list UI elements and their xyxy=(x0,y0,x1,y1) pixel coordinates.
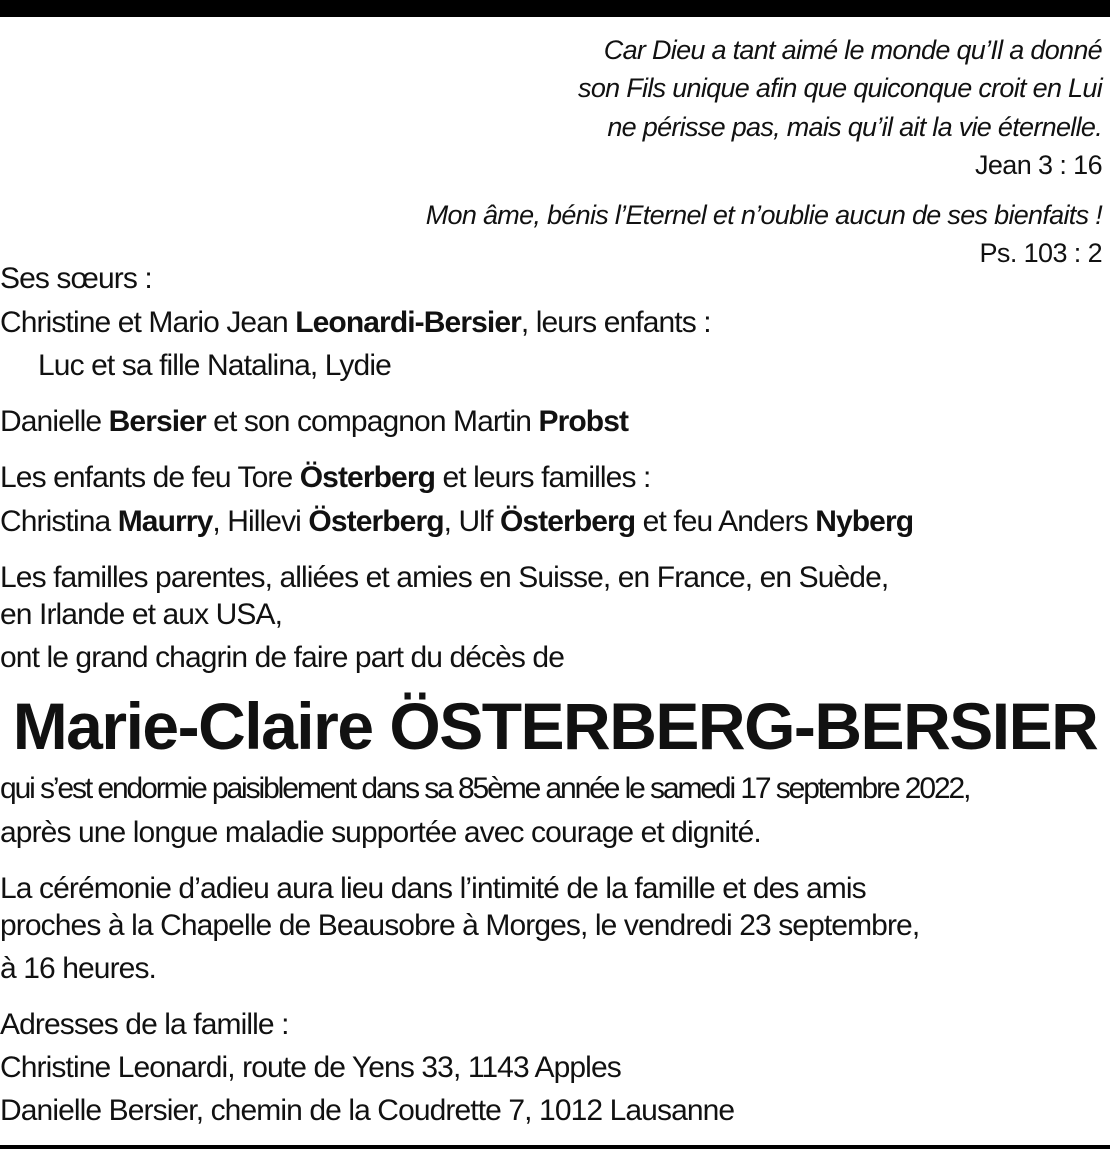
christine-given-names: Christine et Mario Jean xyxy=(0,306,296,339)
sisters-heading: Ses sœurs : xyxy=(0,262,152,295)
christine-line xyxy=(0,305,711,341)
top-border-rule xyxy=(0,0,1110,17)
child-surname: Maurry xyxy=(117,505,213,538)
christine-children: Luc et sa fille Natalina, Lydie xyxy=(38,349,391,382)
child-first-name: Anders xyxy=(718,505,816,538)
tore-surname: Österberg xyxy=(299,461,436,494)
christine-suffix: , leurs enfants : xyxy=(520,306,711,339)
verse1-line3: ne périsse pas, mais qu’il ait la vie éternelle. xyxy=(607,112,1102,142)
ceremony-line1: La cérémonie d’adieu aura lieu dans l’intimité de la famille et des amis xyxy=(0,872,866,905)
verse1-reference: Jean 3 : 16 xyxy=(974,150,1102,180)
child-separator: et feu xyxy=(635,505,719,538)
child-first-name: Ulf xyxy=(458,505,500,538)
partner-surname: Probst xyxy=(538,405,629,438)
death-line2: après une longue maladie supportée avec courage et dignité. xyxy=(0,816,761,849)
bottom-border-rule xyxy=(0,1145,1110,1149)
tore-line xyxy=(0,460,650,496)
tore-prefix: Les enfants de feu Tore xyxy=(0,461,300,494)
tore-suffix: et leurs familles : xyxy=(435,461,651,494)
child-separator: , xyxy=(212,505,228,538)
announcement-line: ont le grand chagrin de faire part du décès de xyxy=(0,641,565,674)
verse1-line2: son Fils unique afin que quiconque croit en Lui xyxy=(578,73,1102,103)
death-line1: qui s’est endormie paisiblement dans sa 85ème année le samedi 17 septembre 2022, xyxy=(0,772,970,805)
child-surname: Nyberg xyxy=(815,505,914,538)
child-surname: Österberg xyxy=(499,505,636,538)
danielle-first-name: Danielle xyxy=(0,405,109,438)
child-separator: , xyxy=(443,505,459,538)
addresses-heading: Adresses de la famille : xyxy=(0,1008,289,1041)
verse2-reference: Ps. 103 : 2 xyxy=(979,238,1102,268)
address-item: Christine Leonardi, route de Yens 33, 1143 Apples xyxy=(0,1051,621,1084)
verse1-line1: Car Dieu a tant aimé le monde qu’Il a donné xyxy=(603,35,1102,65)
ceremony-line3: à 16 heures. xyxy=(0,952,156,985)
relatives-line1: Les familles parentes, alliées et amies en Suisse, en France, en Suède, xyxy=(0,561,889,594)
ceremony-line2: proches à la Chapelle de Beausobre à Morges, le vendredi 23 septembre, xyxy=(0,909,920,942)
tore-children-line xyxy=(0,504,913,540)
child-first-name: Christina xyxy=(0,505,118,538)
danielle-surname: Bersier xyxy=(108,405,206,438)
child-surname: Österberg xyxy=(308,505,444,538)
address-item: Danielle Bersier, chemin de la Coudrette 7, 1012 Lausanne xyxy=(0,1094,735,1127)
relatives-line2: en Irlande et aux USA, xyxy=(0,598,283,631)
verse2-line1: Mon âme, bénis l’Eternel et n’oublie aucun de ses bienfaits ! xyxy=(425,200,1102,230)
danielle-line xyxy=(0,404,628,440)
child-first-name: Hillevi xyxy=(227,505,309,538)
christine-surname: Leonardi-Bersier xyxy=(295,306,521,339)
danielle-partner-text: et son compagnon Martin xyxy=(205,405,539,438)
deceased-name: Marie-Claire ÖSTERBERG-BERSIER xyxy=(12,689,1098,763)
